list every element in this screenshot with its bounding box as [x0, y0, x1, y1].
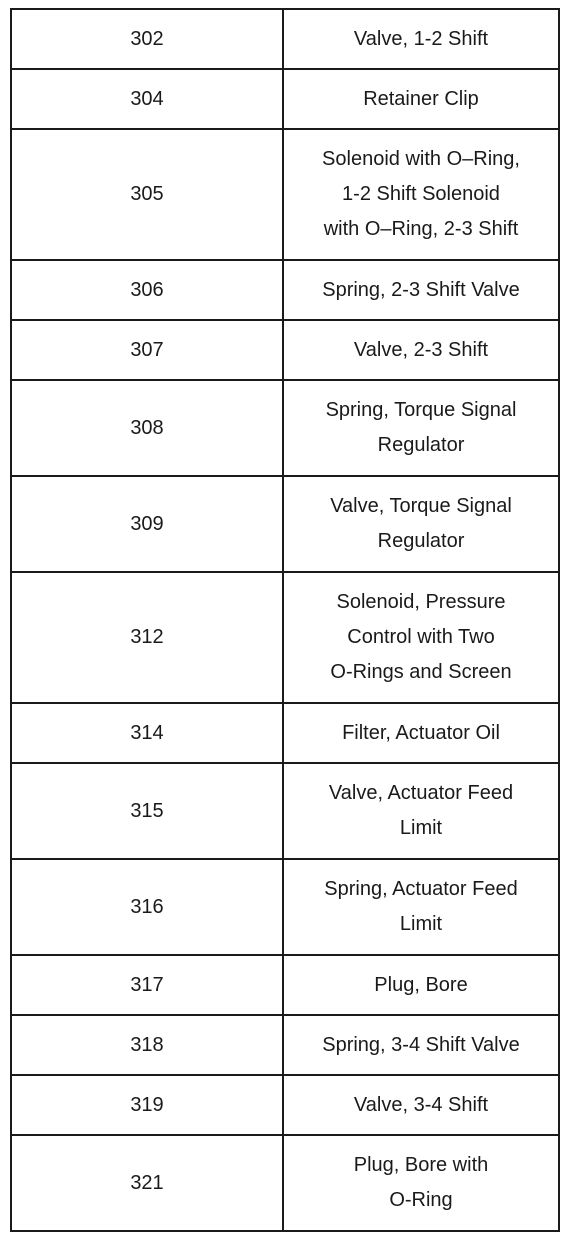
table-row	[11, 955, 559, 1015]
part-description	[283, 260, 559, 320]
part-description-line: Filter, Actuator Oil	[342, 721, 500, 744]
table-row	[11, 69, 559, 129]
parts-table-body	[11, 9, 559, 1231]
part-description-line: O-Ring	[389, 1189, 453, 1211]
part-description-line: Spring, Actuator Feed	[324, 878, 518, 900]
part-number: 314	[11, 703, 283, 763]
table-row	[11, 476, 559, 572]
part-description	[283, 69, 559, 129]
part-description-line: Retainer Clip	[363, 87, 479, 110]
part-description-line: Spring, 2-3 Shift Valve	[322, 278, 520, 301]
part-number: 317	[11, 955, 283, 1015]
part-description-line: Plug, Bore	[374, 973, 468, 996]
part-description	[283, 572, 559, 703]
part-description	[283, 476, 559, 572]
table-row	[11, 320, 559, 380]
part-description-line: Limit	[399, 817, 443, 839]
part-description-line: Plug, Bore with	[353, 1154, 489, 1176]
part-description	[283, 380, 559, 476]
part-number: 305	[11, 129, 283, 260]
table-row	[11, 129, 559, 260]
table-row	[11, 1015, 559, 1075]
part-description-line: Limit	[399, 913, 443, 935]
part-description	[283, 955, 559, 1015]
table-row	[11, 260, 559, 320]
part-description-line: Spring, 3-4 Shift Valve	[322, 1033, 520, 1056]
parts-table	[10, 8, 560, 1232]
table-row	[11, 763, 559, 859]
part-description	[283, 1075, 559, 1135]
part-description	[283, 129, 559, 260]
part-description-line: Valve, 2-3 Shift	[353, 338, 489, 361]
table-row	[11, 9, 559, 69]
part-number: 302	[11, 9, 283, 69]
table-row	[11, 380, 559, 476]
table-row	[11, 1075, 559, 1135]
table-row	[11, 1135, 559, 1231]
part-description-line: Valve, Actuator Feed	[328, 782, 514, 804]
part-description	[283, 859, 559, 955]
part-description-line: Valve, 3-4 Shift	[353, 1093, 489, 1116]
part-description-line: Regulator	[377, 434, 465, 456]
part-description-line: Regulator	[377, 530, 465, 552]
part-number: 307	[11, 320, 283, 380]
part-description	[283, 9, 559, 69]
part-description	[283, 703, 559, 763]
part-number: 304	[11, 69, 283, 129]
part-description-line: O-Rings and Screen	[330, 661, 512, 683]
part-number: 319	[11, 1075, 283, 1135]
part-number: 312	[11, 572, 283, 703]
part-description-line: Control with Two	[347, 626, 495, 648]
part-number: 321	[11, 1135, 283, 1231]
part-description	[283, 1135, 559, 1231]
part-description-line: 1-2 Shift Solenoid	[342, 183, 500, 205]
part-description	[283, 763, 559, 859]
part-description	[283, 1015, 559, 1075]
part-number: 308	[11, 380, 283, 476]
part-description	[283, 320, 559, 380]
part-description-line: Valve, Torque Signal	[330, 495, 512, 517]
part-number: 316	[11, 859, 283, 955]
table-row	[11, 572, 559, 703]
table-row	[11, 859, 559, 955]
table-row	[11, 703, 559, 763]
part-description-line: Spring, Torque Signal	[325, 399, 517, 421]
part-number: 315	[11, 763, 283, 859]
part-description-line: Valve, 1-2 Shift	[353, 27, 489, 50]
part-number: 309	[11, 476, 283, 572]
part-description-line: Solenoid, Pressure	[336, 591, 506, 613]
part-description-line: Solenoid with O–Ring,	[322, 148, 520, 170]
part-description-line: with O–Ring, 2-3 Shift	[323, 218, 519, 240]
part-number: 318	[11, 1015, 283, 1075]
part-number: 306	[11, 260, 283, 320]
